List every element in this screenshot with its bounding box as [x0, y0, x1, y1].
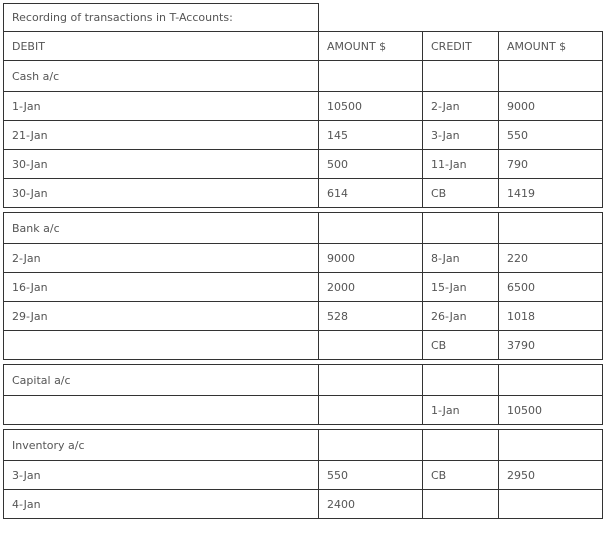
cell-debit	[3, 301, 319, 331]
cell-text: CB	[431, 469, 447, 482]
cell-amount-credit	[498, 243, 603, 273]
cell-credit	[422, 149, 499, 179]
cell-text: 15-Jan	[431, 281, 467, 294]
cell-text: 30-Jan	[12, 187, 48, 200]
account-name: Cash a/c	[12, 70, 60, 83]
cell-text: CB	[431, 339, 447, 352]
cell-text: 4-Jan	[12, 497, 41, 511]
cell-text: 2-Jan	[12, 252, 41, 265]
cell-debit	[3, 91, 319, 121]
cell-text: 10500	[327, 100, 362, 113]
table-title: Recording of transactions in T-Accounts:	[12, 11, 233, 24]
cell-text: 1-Jan	[431, 404, 460, 417]
cell-amount-debit	[318, 429, 423, 461]
cell-debit	[3, 364, 319, 396]
cell-amount-credit	[498, 272, 603, 302]
cell-text: 3-Jan	[12, 469, 41, 482]
cell-credit	[422, 460, 499, 490]
cell-text: 8-Jan	[431, 252, 460, 265]
cell-debit	[3, 149, 319, 179]
cell-amount-debit	[318, 149, 423, 179]
cell-amount-credit	[498, 489, 603, 519]
cell-amount-debit	[318, 120, 423, 150]
cell-credit	[422, 489, 499, 519]
account-name: Bank a/c	[12, 222, 60, 235]
cell-credit	[422, 395, 499, 425]
cell-text: 3790	[507, 339, 535, 352]
cell-text: 30-Jan	[12, 158, 48, 171]
cell-credit	[422, 330, 499, 360]
cell-text: 790	[507, 158, 528, 171]
cell-amount-credit	[498, 429, 603, 461]
cell-text: 550	[327, 469, 348, 482]
cell-credit	[422, 60, 499, 92]
cell-amount-debit	[318, 243, 423, 273]
cell-amount-credit	[498, 60, 603, 92]
cell-text: 16-Jan	[12, 281, 48, 294]
cell-amount-credit	[498, 120, 603, 150]
cell-amount-credit	[498, 212, 603, 244]
cell-debit	[3, 330, 319, 360]
cell-text: CB	[431, 187, 447, 200]
cell-text: 11-Jan	[431, 158, 467, 171]
cell-amount-credit	[498, 301, 603, 331]
cell-credit	[422, 272, 499, 302]
cell-text: 550	[507, 129, 528, 142]
cell-credit	[422, 301, 499, 331]
cell-credit	[422, 178, 499, 208]
cell-debit	[3, 212, 319, 244]
cell-amount-debit	[318, 364, 423, 396]
cell-credit	[422, 212, 499, 244]
column-header: AMOUNT $	[507, 40, 567, 53]
cell-text: 1-Jan	[12, 100, 41, 113]
cell-credit	[422, 364, 499, 396]
table-title-cell	[3, 3, 319, 31]
cell-text: 10500	[507, 404, 542, 417]
cell-debit	[3, 178, 319, 208]
cell-text: 21-Jan	[12, 129, 48, 142]
spacer-rule	[3, 359, 603, 360]
cell-amount-credit	[498, 149, 603, 179]
cell-credit	[422, 243, 499, 273]
cell-amount-debit	[318, 178, 423, 208]
cell-amount-credit	[498, 364, 603, 396]
cell-text: 3-Jan	[431, 129, 460, 142]
cell-text: 1018	[507, 310, 535, 323]
account-name: Inventory a/c	[12, 439, 85, 452]
cell-text: 9000	[507, 100, 535, 113]
cell-debit	[3, 272, 319, 302]
header-cell-amount-credit	[498, 31, 603, 61]
cell-debit	[3, 243, 319, 273]
header-cell-amount-debit	[318, 31, 423, 61]
cell-debit	[3, 60, 319, 92]
cell-amount-credit	[498, 395, 603, 425]
cell-debit	[3, 395, 319, 425]
cell-amount-debit	[318, 395, 423, 425]
cell-text: 220	[507, 252, 528, 265]
cell-text: 2000	[327, 281, 355, 294]
cell-text: 29-Jan	[12, 310, 48, 323]
cell-credit	[422, 429, 499, 461]
cell-text: 500	[327, 158, 348, 171]
cell-amount-debit	[318, 60, 423, 92]
cell-debit	[3, 120, 319, 150]
cell-text: 2400	[327, 497, 355, 511]
cell-amount-credit	[498, 91, 603, 121]
cell-credit	[422, 91, 499, 121]
column-header: AMOUNT $	[327, 40, 387, 53]
cell-text: 528	[327, 310, 348, 323]
spacer-rule	[3, 424, 603, 425]
cell-amount-debit	[318, 212, 423, 244]
cell-text: 6500	[507, 281, 535, 294]
cell-amount-debit	[318, 301, 423, 331]
cell-amount-debit	[318, 330, 423, 360]
header-cell-credit	[422, 31, 499, 61]
cell-amount-debit	[318, 272, 423, 302]
cell-amount-credit	[498, 178, 603, 208]
cell-amount-credit	[498, 330, 603, 360]
cell-amount-debit	[318, 91, 423, 121]
cell-debit	[3, 429, 319, 461]
cell-text: 2950	[507, 469, 535, 482]
spacer-rule	[3, 207, 603, 208]
column-header: DEBIT	[12, 40, 45, 53]
cell-credit	[422, 120, 499, 150]
header-cell-debit	[3, 31, 319, 61]
cell-amount-debit	[318, 489, 423, 519]
cell-debit	[3, 460, 319, 490]
cell-text: 614	[327, 187, 348, 200]
cell-text: 145	[327, 129, 348, 142]
cell-debit	[3, 489, 319, 519]
cell-amount-debit	[318, 460, 423, 490]
cell-text: 2-Jan	[431, 100, 460, 113]
account-name: Capital a/c	[12, 374, 71, 387]
cell-text: 1419	[507, 187, 535, 200]
cell-text: 26-Jan	[431, 310, 467, 323]
cell-amount-credit	[498, 460, 603, 490]
column-header: CREDIT	[431, 40, 472, 53]
cell-text: 9000	[327, 252, 355, 265]
